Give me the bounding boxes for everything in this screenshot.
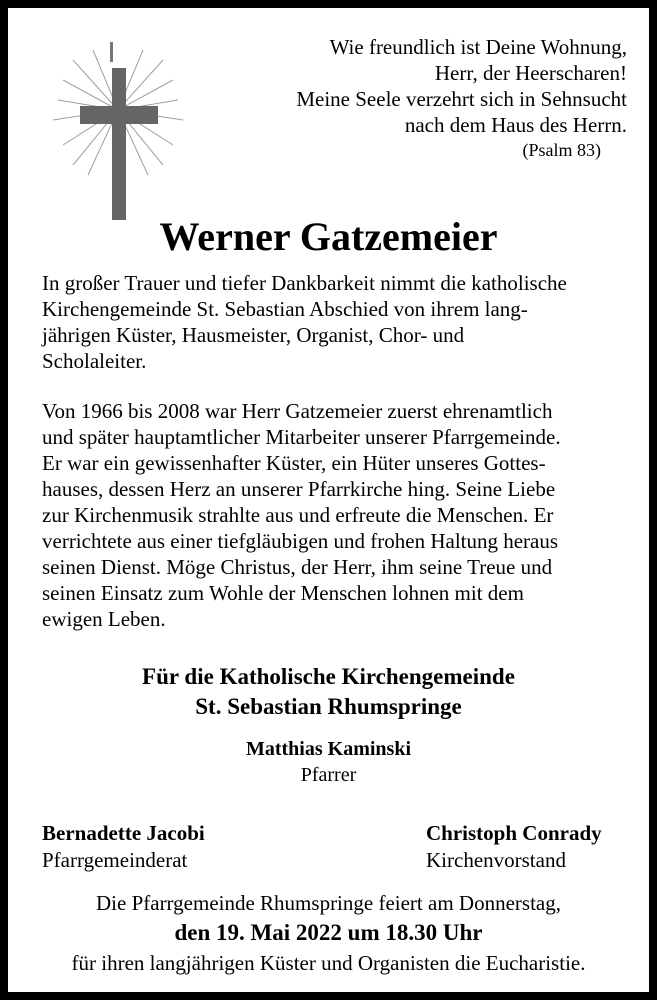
obituary-notice <box>8 8 649 992</box>
cross-icon <box>48 40 188 220</box>
announcement-line: Die Pfarrgemeinde Rhumspringe feiert am Donnerstag, <box>96 891 561 915</box>
psalm-line: Meine Seele verzehrt sich in Sehnsucht <box>296 87 627 111</box>
text-line: zur Kirchenmusik strahlte aus und erfreute die Menschen. Er <box>42 503 554 527</box>
deceased-name: Werner Gatzemeier <box>159 214 498 259</box>
text-line: ewigen Leben. <box>42 607 166 631</box>
pastor-name: Matthias Kaminski <box>245 738 412 760</box>
psalm-quote <box>296 34 627 162</box>
paragraph-1 <box>42 270 567 374</box>
text-line: und später hauptamtlicher Mitarbeiter unserer Pfarrgemeinde. <box>42 425 561 449</box>
text-line: hauses, dessen Herz an unserer Pfarrkirche hing. Seine Liebe <box>42 477 556 501</box>
text-line: Er war ein gewissenhafter Küster, ein Hüter unseres Gottes- <box>42 451 546 475</box>
announcement-line: für ihren langjährigen Küster und Organisten die Eucharistie. <box>71 951 586 975</box>
psalm-reference: (Psalm 83) <box>522 140 601 160</box>
service-date: den 19. Mai 2022 um 18.30 Uhr <box>174 920 483 945</box>
pastor-role: Pfarrer <box>300 764 357 786</box>
psalm-line: Herr, der Heerscharen! <box>434 61 627 85</box>
psalm-line: Wie freundlich ist Deine Wohnung, <box>329 35 627 59</box>
signatory-name: Christoph Conrady <box>426 821 602 845</box>
organization-line: St. Sebastian Rhumspringe <box>195 694 462 719</box>
text-line: jährigen Küster, Hausmeister, Organist, Chor- und <box>42 323 465 347</box>
organization-line: Für die Katholische Kirchengemeinde <box>142 664 515 689</box>
signatory-role: Kirchenvorstand <box>426 848 566 872</box>
text-line: In großer Trauer und tiefer Dankbarkeit nimmt die katholische <box>42 271 567 295</box>
signatory <box>42 820 205 874</box>
text-line: seinen Einsatz zum Wohle der Menschen lohnen mit dem <box>42 581 524 605</box>
text-line: seinen Dienst. Möge Christus, der Herr, ihm seine Treue und <box>42 555 553 579</box>
text-line: Kirchengemeinde St. Sebastian Abschied von ihrem lang- <box>42 297 528 321</box>
signatory-role: Pfarrgemeinderat <box>42 848 188 872</box>
text-line: Scholaleiter. <box>42 349 147 373</box>
signatory <box>426 820 602 874</box>
text-line: verrichtete aus einer tiefgläubigen und frohen Haltung heraus <box>42 529 559 553</box>
paragraph-2 <box>42 398 561 632</box>
signatory-name: Bernadette Jacobi <box>42 821 205 845</box>
pastor <box>8 736 649 788</box>
text-line: Von 1966 bis 2008 war Herr Gatzemeier zuerst ehrenamtlich <box>42 399 553 423</box>
psalm-line: nach dem Haus des Herrn. <box>404 113 627 137</box>
service-announcement <box>8 888 649 978</box>
organization <box>8 662 649 722</box>
